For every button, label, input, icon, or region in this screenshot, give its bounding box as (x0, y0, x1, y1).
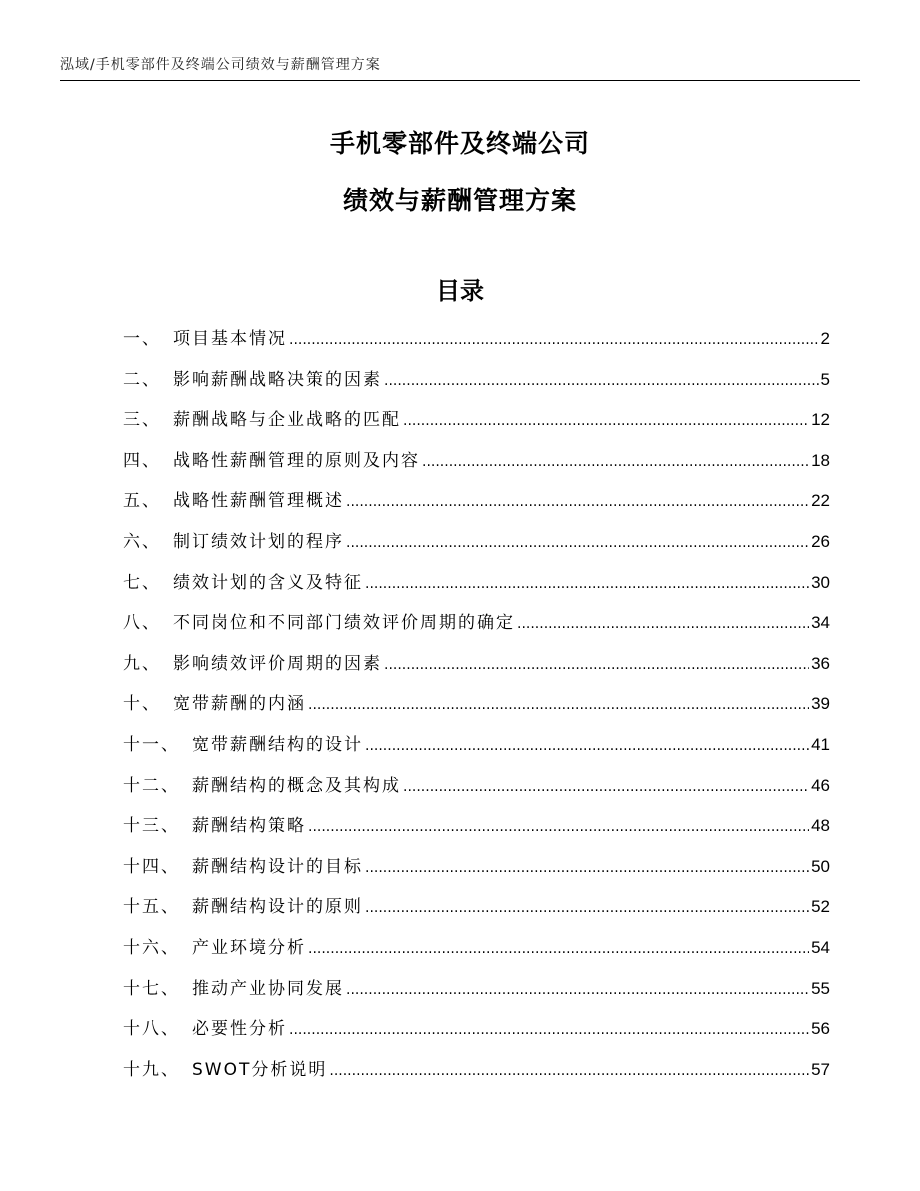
toc-leader-dots (308, 941, 809, 957)
toc-entry-number: 十五、 (123, 897, 180, 918)
header-divider (60, 80, 860, 81)
toc-entry-page: 34 (811, 613, 830, 633)
toc-entry-page: 18 (811, 450, 830, 470)
toc-entry-title[interactable]: 项目基本情况 (173, 329, 287, 349)
toc-leader-dots (346, 494, 809, 510)
toc-entry-page: 56 (811, 1019, 830, 1039)
toc-entry-title[interactable]: 影响绩效评价周期的因素 (173, 653, 382, 674)
toc-entry-page: 30 (811, 572, 830, 592)
toc-entry-title[interactable]: 薪酬结构设计的目标 (192, 856, 363, 877)
toc-entry-title[interactable]: 制订绩效计划的程序 (173, 531, 344, 552)
toc-entry[interactable] (123, 405, 830, 446)
toc-leader-dots (365, 860, 809, 876)
running-header: 泓域/手机零部件及终端公司绩效与薪酬管理方案 (60, 57, 381, 73)
toc-entry[interactable] (123, 446, 830, 487)
toc-entry-number: 十、 (123, 694, 161, 715)
toc-entry-page: 26 (811, 531, 830, 551)
toc-entry-page: 46 (811, 775, 830, 795)
toc-entry-page: 55 (811, 978, 830, 998)
toc-leader-dots (403, 779, 809, 795)
toc-entry-page: 12 (811, 410, 830, 430)
toc-leader-dots (384, 657, 809, 673)
toc-entry[interactable] (123, 365, 830, 406)
toc-entry-number: 十九、 (123, 1059, 180, 1080)
toc-leader-dots (308, 819, 809, 835)
toc-entry-page: 2 (820, 329, 830, 348)
toc-entry-page: 39 (811, 694, 830, 714)
toc-entry[interactable] (123, 689, 830, 730)
toc-entry[interactable] (123, 608, 830, 649)
toc-leader-dots (346, 982, 809, 998)
toc-leader-dots (365, 738, 809, 754)
toc-entry[interactable] (123, 892, 830, 933)
toc-entry-page: 41 (811, 734, 830, 754)
toc-entry[interactable] (123, 730, 830, 771)
toc-leader-dots (289, 332, 819, 348)
toc-entry-title[interactable]: 宽带薪酬结构的设计 (192, 734, 363, 755)
toc-entry-number: 十二、 (123, 775, 180, 796)
toc-entry-title[interactable]: 产业环境分析 (192, 937, 306, 958)
toc-leader-dots (403, 413, 809, 429)
toc-leader-dots (422, 454, 809, 470)
toc-entry-page: 5 (820, 369, 830, 389)
toc-leader-dots (517, 616, 809, 632)
toc-entry-title[interactable]: 影响薪酬战略决策的因素 (173, 369, 382, 390)
toc-entry-page: 52 (811, 897, 830, 917)
toc-leader-dots (329, 1063, 809, 1079)
toc-entry-number: 九、 (123, 653, 161, 674)
toc-entry-title[interactable]: 薪酬结构设计的原则 (192, 897, 363, 918)
toc-entry-page: 22 (811, 491, 830, 511)
toc-entry-title[interactable]: 薪酬结构的概念及其构成 (192, 775, 401, 796)
toc-entry-number: 二、 (123, 369, 161, 390)
toc-entry-title[interactable]: SWOT分析说明 (192, 1059, 328, 1080)
toc-entry-title[interactable]: 推动产业协同发展 (192, 978, 344, 999)
toc-entry[interactable] (123, 527, 830, 568)
document-title-line2: 绩效与薪酬管理方案 (342, 186, 577, 215)
toc-entry[interactable] (123, 811, 830, 852)
toc-leader-dots (384, 373, 819, 389)
toc-entry-title[interactable]: 宽带薪酬的内涵 (173, 694, 306, 715)
toc-entry-page: 36 (811, 653, 830, 673)
toc-entry-title[interactable]: 必要性分析 (192, 1019, 287, 1040)
toc-entry-number: 七、 (123, 572, 161, 593)
toc-entry[interactable] (123, 974, 830, 1015)
toc-entry-page: 54 (811, 937, 830, 957)
toc-entry-number: 四、 (123, 450, 161, 471)
toc-entry[interactable] (123, 649, 830, 690)
toc-entry-number: 八、 (123, 613, 161, 634)
toc-leader-dots (289, 1022, 809, 1038)
toc-heading: 目录 (436, 277, 484, 305)
toc-entry-number: 一、 (123, 329, 161, 349)
toc-entry[interactable] (123, 486, 830, 527)
toc-entry-title[interactable]: 薪酬战略与企业战略的匹配 (173, 410, 401, 431)
toc-entry-number: 三、 (123, 410, 161, 431)
document-title-line1: 手机零部件及终端公司 (329, 129, 590, 158)
toc-entry-title[interactable]: 战略性薪酬管理的原则及内容 (173, 450, 420, 471)
toc-entry[interactable] (123, 933, 830, 974)
toc-entry-number: 十三、 (123, 816, 180, 837)
toc-entry-title[interactable]: 绩效计划的含义及特征 (173, 572, 363, 593)
toc-entry-number: 六、 (123, 531, 161, 552)
toc-entry-number: 十七、 (123, 978, 180, 999)
toc-entry-page: 50 (811, 856, 830, 876)
toc-entry-number: 十一、 (123, 734, 180, 755)
toc-entry[interactable] (123, 1014, 830, 1055)
table-of-contents (123, 324, 830, 1095)
toc-entry[interactable] (123, 324, 830, 365)
toc-entry-title[interactable]: 战略性薪酬管理概述 (173, 491, 344, 512)
toc-entry[interactable] (123, 771, 830, 812)
toc-leader-dots (346, 535, 809, 551)
toc-entry-title[interactable]: 不同岗位和不同部门绩效评价周期的确定 (173, 613, 515, 634)
toc-entry[interactable] (123, 1055, 830, 1096)
toc-entry-number: 十六、 (123, 937, 180, 958)
toc-leader-dots (308, 697, 809, 713)
toc-entry[interactable] (123, 568, 830, 609)
toc-entry-number: 十八、 (123, 1019, 180, 1040)
toc-entry-number: 五、 (123, 491, 161, 512)
toc-leader-dots (365, 576, 809, 592)
toc-entry-page: 57 (811, 1059, 830, 1079)
toc-entry[interactable] (123, 852, 830, 893)
toc-entry-title[interactable]: 薪酬结构策略 (192, 816, 306, 837)
toc-leader-dots (365, 900, 809, 916)
toc-entry-page: 48 (811, 816, 830, 836)
toc-entry-number: 十四、 (123, 856, 180, 877)
